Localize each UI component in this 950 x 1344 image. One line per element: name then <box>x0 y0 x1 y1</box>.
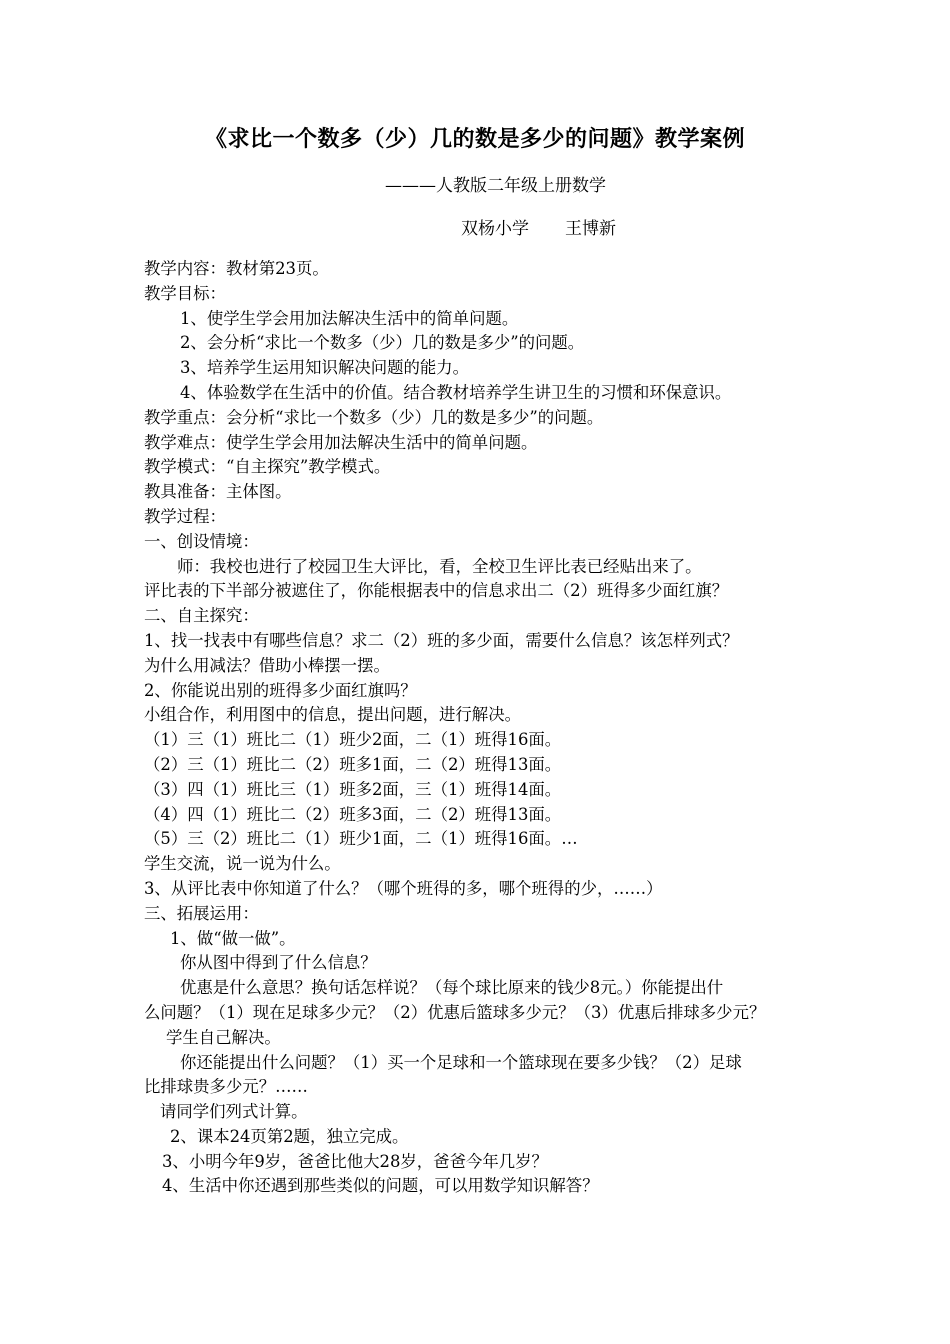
document-body <box>144 257 830 1199</box>
text-line: 二、自主探究： <box>144 606 259 626</box>
text-line: 1、找一找表中有哪些信息？求二（2）班的多少面，需要什么信息？该怎样列式？ <box>144 630 739 650</box>
text-line: 教具准备：主体图。 <box>144 482 292 502</box>
author-name: 王博新 <box>565 219 616 239</box>
text-line: 一、创设情境： <box>144 531 259 551</box>
text-line: 三、拓展运用： <box>144 903 259 923</box>
text-line: 么问题？（1）现在足球多少元？（2）优惠后篮球多少元？（3）优惠后排球多少元？ <box>144 1002 766 1022</box>
author-line <box>461 214 616 239</box>
text-line: 教学内容：教材第23页。 <box>144 259 329 278</box>
text-line: （5）三（2）班比二（1）班少1面，二（1）班得16面。… <box>144 829 578 849</box>
text-line: 学生自己解决。 <box>166 1027 281 1047</box>
text-line: 1、做“做一做”。 <box>170 928 296 948</box>
text-line: 3、培养学生运用知识解决问题的能力。 <box>180 358 470 378</box>
document-title: 《求比一个数多（少）几的数是多少的问题》教学案例 <box>204 127 745 152</box>
text-line: 小组合作，利用图中的信息，提出问题，进行解决。 <box>144 705 521 725</box>
text-line: （1）三（1）班比二（1）班少2面，二（1）班得16面。 <box>144 730 562 750</box>
text-line: 你还能提出什么问题？（1）买一个足球和一个篮球现在要多少钱？（2）足球 <box>180 1052 742 1072</box>
text-line: 比排球贵多少元？…… <box>144 1077 308 1097</box>
document-subtitle: ———人教版二年级上册数学 <box>385 176 606 196</box>
text-line: （2）三（1）班比二（2）班多1面，二（2）班得13面。 <box>144 754 562 774</box>
text-line: 4、体验数学在生活中的价值。结合教材培养学生讲卫生的习惯和环保意识。 <box>180 382 732 402</box>
school-name: 双杨小学 <box>461 219 529 239</box>
text-line: 学生交流，说一说为什么。 <box>144 854 341 874</box>
text-line: 1、使学生学会用加法解决生活中的简单问题。 <box>180 308 519 328</box>
text-line: 教学难点：使学生学会用加法解决生活中的简单问题。 <box>144 432 538 452</box>
text-line: 2、会分析“求比一个数多（少）几的数是多少”的问题。 <box>180 333 585 353</box>
text-line: 4、生活中你还遇到那些类似的问题，可以用数学知识解答？ <box>162 1176 599 1196</box>
text-line: 教学重点：会分析“求比一个数多（少）几的数是多少”的问题。 <box>144 407 604 427</box>
text-line: （3）四（1）班比三（1）班多2面，三（1）班得14面。 <box>144 779 562 799</box>
text-line: 评比表的下半部分被遮住了，你能根据表中的信息求出二（2）班得多少面红旗？ <box>144 581 729 601</box>
text-line: （4）四（1）班比二（2）班多3面，二（2）班得13面。 <box>144 804 562 824</box>
text-line: 为什么用减法？借助小棒摆一摆。 <box>144 655 390 675</box>
text-line: 优惠是什么意思？换句话怎样说？（每个球比原来的钱少8元。）你能提出什 <box>180 978 724 998</box>
text-line: 3、从评比表中你知道了什么？（哪个班得的多，哪个班得的少，……） <box>144 878 663 898</box>
text-line: 2、你能说出别的班得多少面红旗吗？ <box>144 680 417 700</box>
text-line: 教学过程： <box>144 506 226 526</box>
text-line: 请同学们列式计算。 <box>160 1102 308 1122</box>
text-line: 教学目标： <box>144 283 226 303</box>
text-line: 3、小明今年9岁，爸爸比他大28岁，爸爸今年几岁？ <box>162 1151 548 1171</box>
text-line: 师：我校也进行了校园卫生大评比，看，全校卫生评比表已经贴出来了。 <box>177 556 702 576</box>
text-line: 2、课本24页第2题，独立完成。 <box>170 1126 409 1146</box>
text-line: 教学模式：“自主探究”教学模式。 <box>144 457 391 477</box>
text-line: 你从图中得到了什么信息？ <box>180 953 377 973</box>
